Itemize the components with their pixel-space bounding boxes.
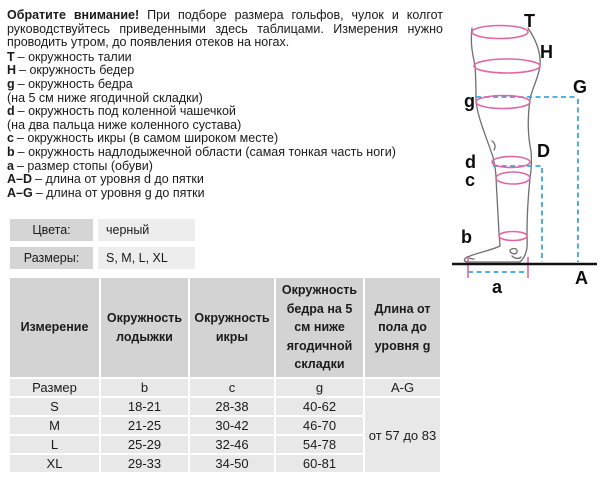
value-cell: 18-21: [101, 398, 188, 415]
size-cell: XL: [10, 455, 99, 472]
value-cell: 54-78: [276, 436, 363, 453]
value-cell: 25-29: [101, 436, 188, 453]
diagram-label-c: c: [465, 170, 476, 190]
definition-item: T – окружность талии: [7, 49, 132, 64]
ellipse-b: [499, 232, 527, 241]
value-cell: 46-70: [276, 417, 363, 434]
value-cell: 30-42: [190, 417, 274, 434]
param-cell: b: [101, 379, 188, 396]
intro-line: Обратите внимание! При подборе размера гольфов, чулок и колгот: [7, 8, 444, 22]
diagram-label-G: G: [573, 77, 588, 97]
value-cell: 32-46: [190, 436, 274, 453]
definition-item: g – окружность бедра: [7, 76, 133, 91]
ellipse-c: [496, 172, 530, 184]
value-cell: 60-81: [276, 455, 363, 472]
measurement-ellipses: [472, 26, 540, 241]
header-cell: Окружность лодыжки: [101, 278, 188, 377]
merged-length-cell: от 57 до 83: [365, 398, 440, 472]
diagram-label-A: A: [575, 268, 588, 288]
intro-text-block: [7, 9, 443, 200]
definition-item: d – окружность под коленной чашечкой: [7, 104, 236, 119]
definition-item: (на два пальца ниже коленного сустава): [7, 117, 242, 132]
ellipse-T: [472, 26, 528, 39]
definition-item: a – размер стопы (обуви): [7, 158, 153, 173]
diagram-label-D: D: [537, 141, 550, 161]
value-cell: 34-50: [190, 455, 274, 472]
definition-item: b – окружность надлодыжечной области (самая тонкая часть ноги): [7, 144, 396, 159]
measurement-definitions: [7, 51, 443, 201]
definition-item: A–D – длина от уровня d до пятки: [7, 172, 204, 187]
colors-value-cell: черный: [98, 219, 195, 241]
definition-item: c – окружность икры (в самом широком месте): [7, 131, 279, 146]
sizes-label-cell: Размеры:: [10, 247, 93, 269]
size-cell: S: [10, 398, 99, 415]
ellipse-H: [474, 59, 540, 73]
diagram-label-T: T: [524, 11, 535, 31]
size-chart-table: [10, 278, 440, 472]
diagram-label-a: a: [492, 277, 503, 297]
sizes-row: [10, 247, 195, 269]
leg-measurement-diagram: [440, 0, 606, 300]
dashed-guides: [468, 97, 578, 272]
param-cell: c: [190, 379, 274, 396]
size-cell: L: [10, 436, 99, 453]
size-cell: M: [10, 417, 99, 434]
param-cell: g: [276, 379, 363, 396]
header-cell: Длина от пола до уровня g: [365, 278, 440, 377]
value-cell: 29-33: [101, 455, 188, 472]
definition-item: H – окружность бедер: [7, 63, 135, 78]
attention-label: Обратите внимание!: [7, 8, 140, 22]
header-cell: Окружность бедра на 5 см ниже ягодичной складки: [276, 278, 363, 377]
value-cell: 40-62: [276, 398, 363, 415]
definition-item: (на 5 см ниже ягодичной складки): [7, 90, 203, 105]
sizes-value-cell: S, M, L, XL: [98, 247, 195, 269]
diagram-labels: [461, 11, 588, 297]
diagram-label-g: g: [464, 91, 475, 111]
intro-line: проводить утром, до появления отеков на ногах.: [7, 35, 290, 50]
intro-line: руководствуйтесь приведенными здесь таблицами. Измерения нужно: [7, 21, 443, 36]
diagram-label-H: H: [540, 42, 553, 62]
diagram-label-b: b: [461, 227, 472, 247]
header-cell: Окружность икры: [190, 278, 274, 377]
param-cell: A-G: [365, 379, 440, 396]
diagram-label-d: d: [465, 152, 476, 172]
colors-row: [10, 219, 195, 241]
header-cell: Измерение: [10, 278, 99, 377]
colors-label-cell: Цвета:: [10, 219, 93, 241]
param-cell: Размер: [10, 379, 99, 396]
value-cell: 28-38: [190, 398, 274, 415]
definition-item: A–G – длина от уровня g до пятки: [7, 185, 205, 200]
value-cell: 21-25: [101, 417, 188, 434]
